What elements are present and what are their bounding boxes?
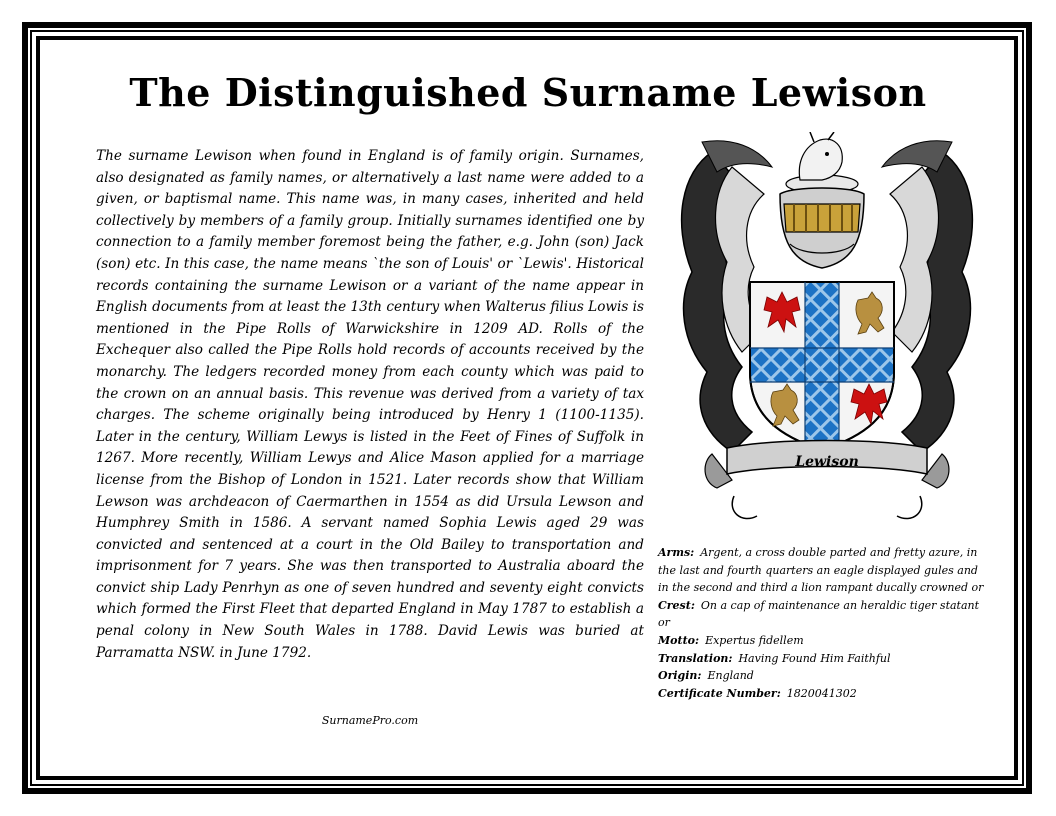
certificate-label: Certificate Number: — [658, 686, 781, 700]
surname-history-text: The surname Lewison when found in England is of family origin. Surnames, also designated as family names, or alternatively a last name were added to a given, or baptismal name. This name was, in many cases, inherited and held collectively by members of a family group. Initially surnames identified one by connection to a family member foremost being the father, e.g. John (son) Jack (son) etc. In this case, the name means `the son of Louis' or `Lewis'. Historical records containing the surname Lewison or a variant of the name appear in English documents from at least the 13th century when Walterus filius Lowis is mentioned in the Pipe Rolls of Warwickshire in 1209 AD. Rolls of the Exchequer also called the Pipe Rolls hold records of accounts received by the monarchy. The ledgers recorded money from each county which was paid to the crown on an annual basis. This revenue was derived from a variety of tax charges. The scheme originally being introduced by Henry 1 (1100-1135). Later in the century, William Lewys is listed in the Feet of Fines of Suffolk in 1267. More recently, William Lewys and Alice Mason applied for a marriage license from the Bishop of London in 1521. Later records show that William Lewson was archdeacon of Caermarthen in 1554 as did Ursula Lewson and Humphrey Smith in 1586. A servant named Sophia Lewis aged 29 was convicted and sentenced at a court in the Old Bailey to transportation and imprisonment for 7 years. She was then transported to Australia aboard the convict ship Lady Penrhyn as one of seven hundred and seventy eight convicts which formed the First Fleet that departed England in May 1787 to establish a penal colony in New South Wales in 1788. David Lewis was buried at Parramatta NSW. in June 1792. — [96, 148, 644, 661]
crest-row — [658, 597, 984, 632]
crest-figure — [786, 132, 858, 193]
heraldry-details — [658, 544, 984, 702]
page-title: The Distinguished Surname Lewison — [129, 70, 927, 115]
motto-row — [658, 632, 984, 650]
certificate-row — [658, 685, 984, 703]
translation-row — [658, 650, 984, 668]
footer-site-name: SurnamePro.com — [321, 714, 419, 727]
crest-value: On a cap of maintenance an heraldic tiger statant or — [658, 598, 980, 630]
coat-of-arms-icon — [672, 132, 982, 532]
arms-label: Arms: — [658, 546, 695, 559]
shield — [750, 282, 894, 450]
motto-label: Motto: — [658, 633, 700, 647]
origin-label: Origin: — [658, 669, 702, 683]
crest-label: Crest: — [658, 598, 695, 612]
arms-row — [658, 544, 984, 597]
name-scroll — [705, 441, 949, 519]
certificate-value: 1820041302 — [786, 686, 857, 700]
motto-value: Expertus fidellem — [705, 633, 804, 647]
origin-value: England — [707, 669, 754, 683]
translation-value: Having Found Him Faithful — [738, 651, 891, 665]
arms-value: Argent, a cross double parted and fretty azure, in the last and fourth quarters an eagle displayed gules and in the second and third a lion rampant ducally crowned or — [658, 546, 984, 595]
origin-row — [658, 667, 984, 685]
scroll-name-label: Lewison — [795, 454, 859, 470]
translation-label: Translation: — [658, 651, 733, 665]
helm — [780, 188, 864, 268]
mantling-right — [882, 141, 972, 452]
